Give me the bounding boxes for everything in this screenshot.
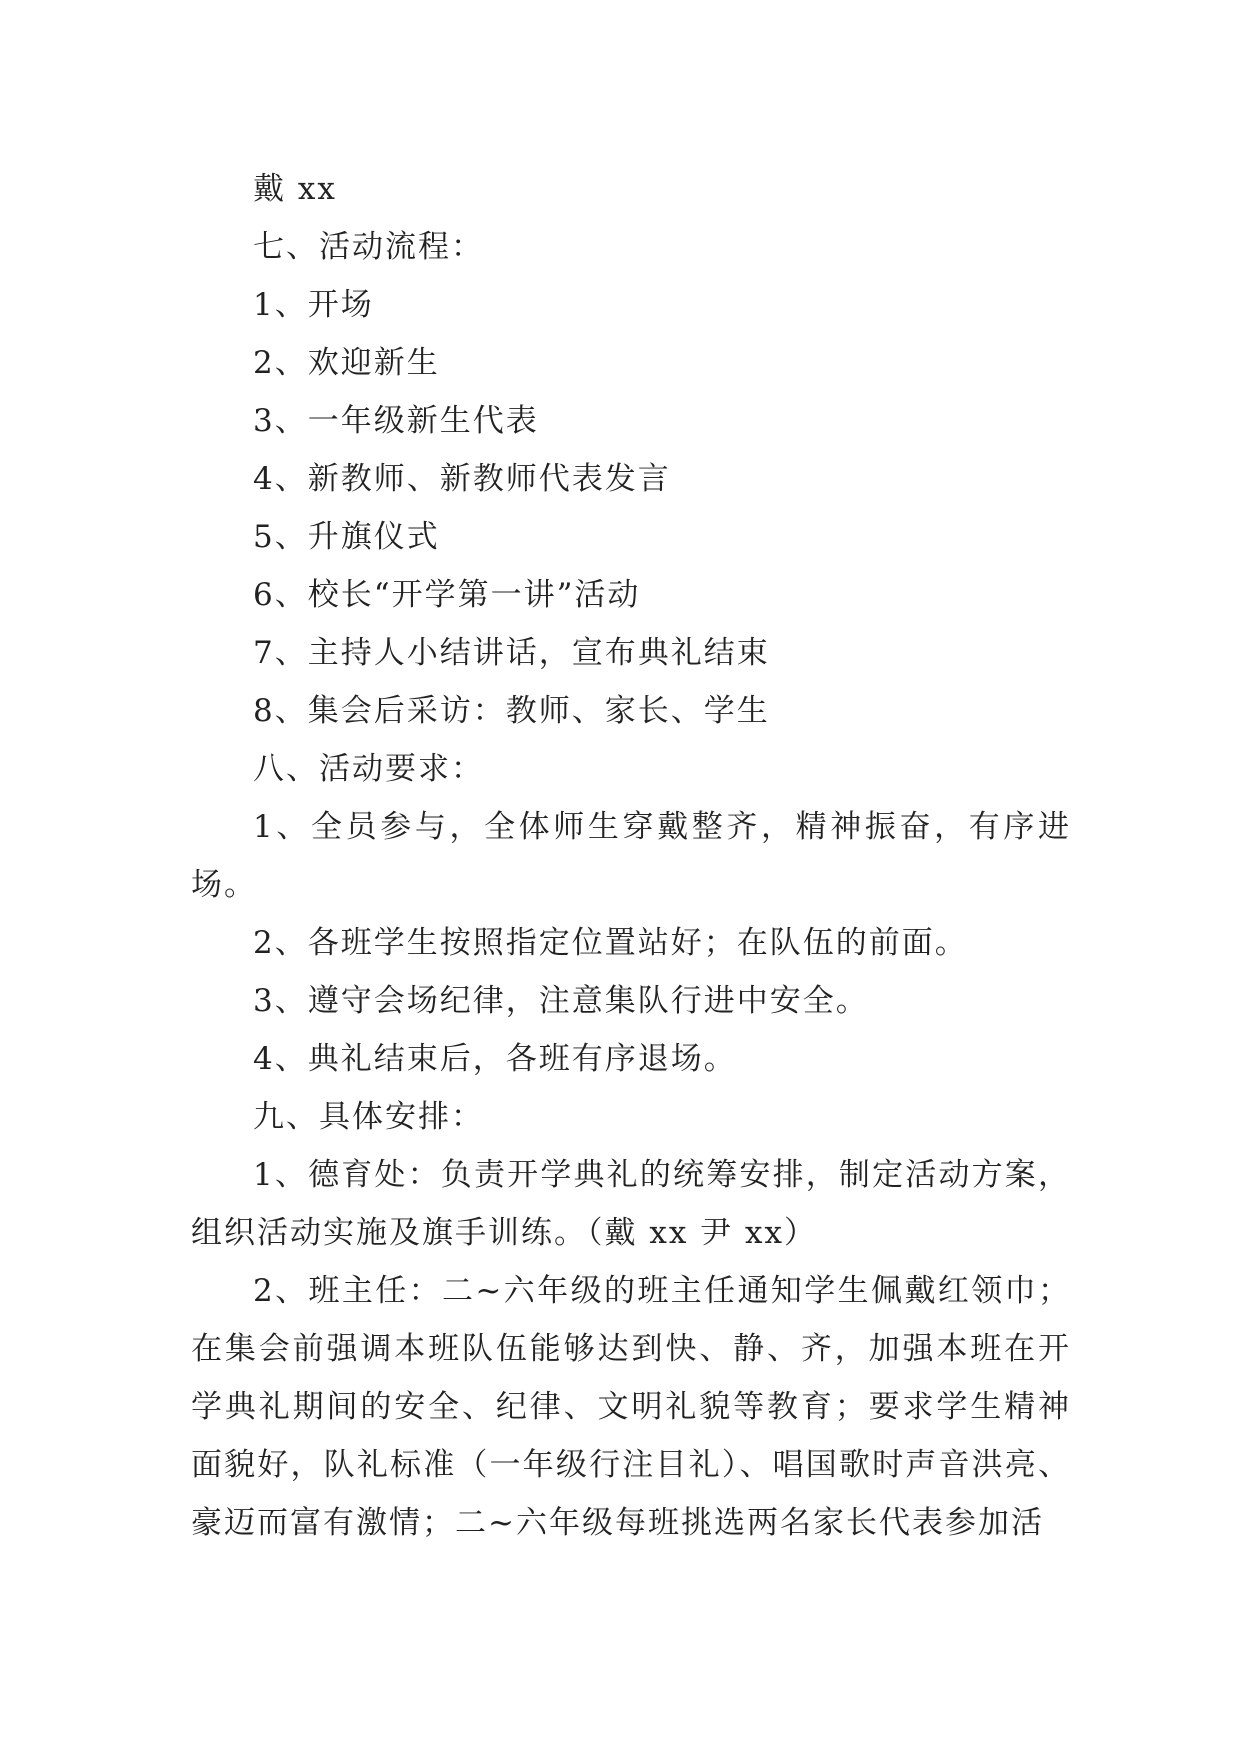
section-heading: 九、具体安排： <box>253 1099 484 1135</box>
list-item: 2、各班学生按照指定位置站好；在队伍的前面。 <box>253 925 968 961</box>
document-body <box>191 160 1071 1552</box>
list-item: 1、全员参与，全体师生穿戴整齐，精神振奋，有序进场。 <box>191 809 1071 903</box>
list-item: 3、遵守会场纪律，注意集队行进中安全。 <box>253 983 869 1019</box>
list-item: 1、开场 <box>253 287 374 323</box>
list-item: 8、集会后采访：教师、家长、学生 <box>253 693 770 729</box>
list-item: 4、新教师、新教师代表发言 <box>253 461 671 497</box>
list-item: 3、一年级新生代表 <box>253 403 539 439</box>
list-item: 2、班主任：二~六年级的班主任通知学生佩戴红领巾；在集会前强调本班队伍能够达到快、静、齐，加强本班在开学典礼期间的安全、纪律、文明礼貌等教育；要求学生精神面貌好，队礼标准（一年级行注目礼）、唱国歌时声音洪亮、豪迈而富有激情；二~六年级每班挑选两名家长代表参加活 <box>191 1273 1071 1541</box>
list-item: 2、欢迎新生 <box>253 345 440 381</box>
section-heading: 七、活动流程： <box>253 229 484 265</box>
list-item: 1、德育处：负责开学典礼的统筹安排，制定活动方案，组织活动实施及旗手训练。（戴 xx 尹 xx） <box>191 1157 1071 1251</box>
paragraph: 戴 xx <box>253 171 337 207</box>
section-heading: 八、活动要求： <box>253 751 484 787</box>
list-item: 6、校长“开学第一讲”活动 <box>253 577 641 613</box>
list-item: 5、升旗仪式 <box>253 519 440 555</box>
list-item: 4、典礼结束后，各班有序退场。 <box>253 1041 737 1077</box>
list-item: 7、主持人小结讲话，宣布典礼结束 <box>253 635 770 671</box>
